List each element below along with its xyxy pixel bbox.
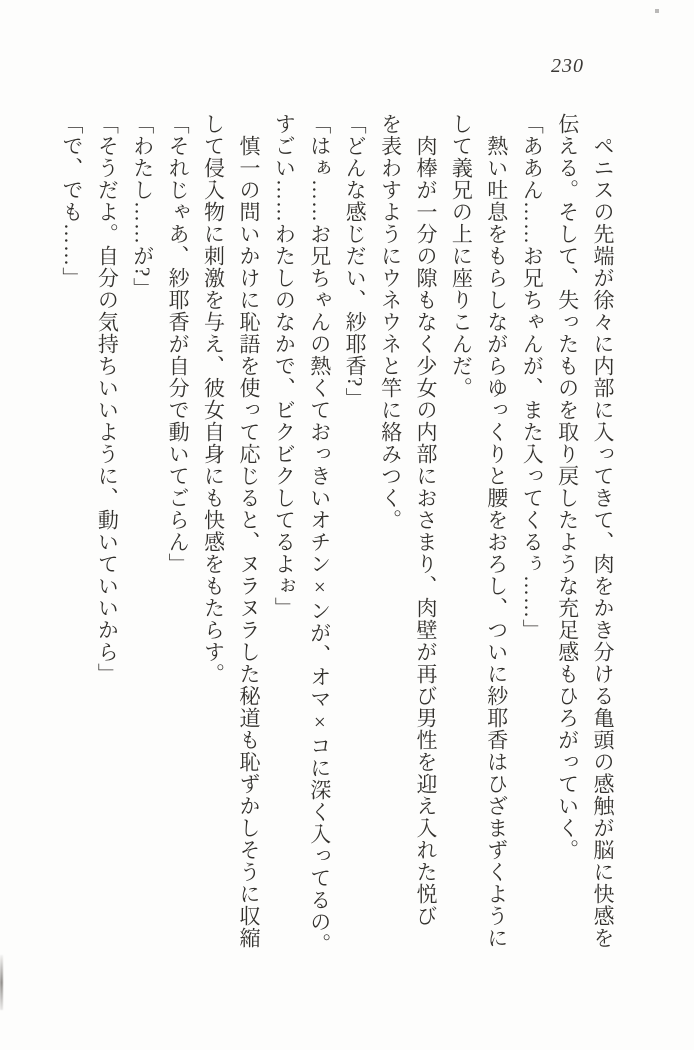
- text-column: 「どんな感じだい、紗耶香?」: [343, 113, 368, 410]
- text-column: 伝える。そして、失ったものを取り戻したような充足感もひろがっていく。: [555, 113, 580, 861]
- text-column: 「そうだよ。自分の気持ちいいように、動いていいから」: [95, 113, 120, 685]
- text-column: して侵入物に刺激を与え、彼女自身にも快感をもたらす。: [201, 113, 226, 685]
- scan-dot-artifact: [655, 9, 659, 13]
- page-number: 230: [551, 55, 584, 77]
- text-column: 熱い吐息をもらしながらゆっくりと腰をおろし、ついに紗耶香はひざまずくように: [484, 135, 509, 949]
- text-column: 肉棒が一分の隙もなく少女の内部におさまり、肉壁が再び男性を迎え入れた悦び: [413, 135, 438, 927]
- text-column: を表わすようにウネウネと竿に絡みつく。: [378, 113, 403, 531]
- scan-edge-artifact: [0, 955, 3, 1010]
- text-column: 「で、でも……」: [59, 113, 84, 289]
- text-column: ペニスの先端が徐々に内部に入ってきて、肉をかき分ける亀頭の感触が脳に快感を: [591, 135, 615, 949]
- text-column: すごい……わたしのなかで、ビクビクしてるよぉ」: [272, 113, 297, 619]
- text-column: 「それじゃあ、紗耶香が自分で動いてごらん」: [166, 113, 191, 575]
- text-block: [54, 113, 621, 958]
- text-column: 「はぁ……お兄ちゃんの熱くておっきいオチン×ンが、オマ×コに深く入ってるの。: [307, 113, 332, 955]
- text-column: して義兄の上に座りこんだ。: [449, 113, 474, 399]
- text-column: 「ああん……お兄ちゃんが、また入ってくるぅ……」: [520, 113, 545, 641]
- text-column: 慎一の問いかけに恥語を使って応じると、ヌラヌラした秘道も恥ずかしそうに収縮: [236, 135, 261, 949]
- text-column: 「わたし……が?」: [130, 113, 155, 300]
